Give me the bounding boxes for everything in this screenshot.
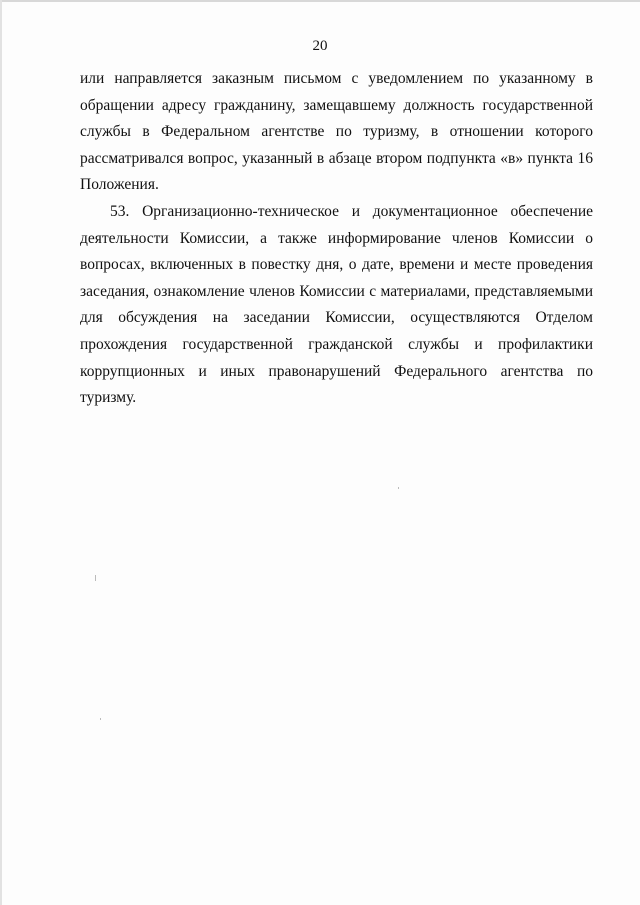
scan-edge-top <box>0 0 640 2</box>
scan-speck <box>100 718 101 720</box>
paragraph-53: 53. Организационно-техническое и документационное обеспечение деятельности Комиссии, а также информирование членов Комиссии о вопросах, включенных в повестку дня, о дате, времени и месте проведения заседания, ознакомление членов Комиссии с материалами, представляемыми для обсуждения на заседании Комиссии, осуществляются Отделом прохождения государственной гражданской службы и профилактики коррупционных и иных правонарушений Федерального агентства по туризму. <box>80 202 593 407</box>
scan-speck <box>95 575 96 581</box>
scan-speck <box>398 487 399 489</box>
paragraph-continuation: или направляется заказным письмом с уведомлением по указанному в обращении адресу гражданину, замещавшему должность государственной службы в Федеральном агентстве по туризму, в отношении которого рассматривался вопрос, указанный в абзаце втором подпункта «в» пункта 16 Положения. <box>80 70 593 194</box>
page-number: 20 <box>312 38 328 54</box>
document-body <box>80 66 593 412</box>
scan-edge-left <box>0 0 2 905</box>
